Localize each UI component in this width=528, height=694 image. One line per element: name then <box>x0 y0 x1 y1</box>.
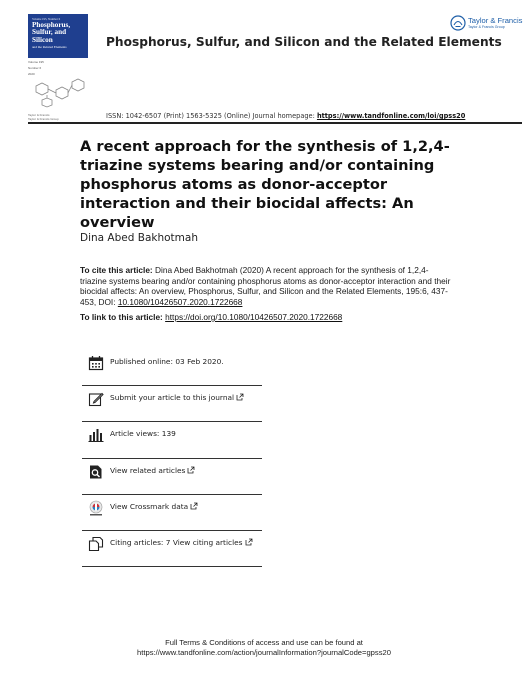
metric-published-online <box>82 350 262 386</box>
citation-text: Dina Abed Bakhotmah (2020) A recent approach for the synthesis of 1,2,4-triazine systems bearing and/or containing phosphorus atoms as donor-acceptor interaction and their biocidal affects: An overview, Phosphorus, Sulfur, and Silicon and the Related Elements, 195:6, 437-453, DOI: <box>80 265 451 307</box>
cover-title-line-1: Phosphorus, <box>32 21 71 29</box>
publisher-name: Taylor & Francis <box>468 16 523 25</box>
header-small-publisher-text <box>28 114 59 121</box>
issn-text: ISSN: 1042-6507 (Print) 1563-5325 (Online) Journal homepage: <box>106 112 317 120</box>
citation-doi-link[interactable]: 10.1080/10426507.2020.1722668 <box>117 296 243 307</box>
cover-volume-text: Volume 195, Number 6 <box>32 17 61 21</box>
journal-homepage-link[interactable]: https://www.tandfonline.com/loi/gpss20 <box>316 112 466 120</box>
metric-crossmark[interactable] <box>82 495 262 531</box>
issn-line <box>106 112 465 120</box>
citing-articles-link[interactable] <box>110 538 253 547</box>
metric-related-articles[interactable] <box>82 459 262 495</box>
cover-meta-3: 2020 <box>28 72 35 76</box>
cover-meta-2: Number 6 <box>28 66 42 70</box>
article-metrics-list <box>82 350 262 567</box>
citing-icon <box>88 536 104 552</box>
related-articles-text: View related articles <box>110 465 186 475</box>
external-link-icon <box>190 502 198 510</box>
edit-icon <box>88 391 104 407</box>
small-publisher-line-1: Taylor & Francis <box>28 113 50 117</box>
molecule-drawing-icon <box>28 76 88 110</box>
citing-articles-text: Citing articles: 7 View citing articles <box>110 537 243 547</box>
bar-chart-icon <box>88 427 104 443</box>
crossmark-text: View Crossmark data <box>110 501 189 511</box>
cover-molecule-illustration <box>28 58 88 114</box>
article-views-text: Article views: 139 <box>110 429 176 439</box>
metric-article-views <box>82 422 262 458</box>
cover-title-line-3: Silicon <box>32 35 53 44</box>
article-author: Dina Abed Bakhotmah <box>80 232 198 244</box>
related-articles-link[interactable] <box>110 466 195 475</box>
link-label: To link to this article: <box>80 312 166 322</box>
metric-citing-articles[interactable] <box>82 531 262 567</box>
footer-terms-link[interactable]: https://www.tandfonline.com/action/journalInformation?journalCode=gpss20 <box>137 648 391 657</box>
cover-title-line-2: Sulfur, and <box>32 28 67 37</box>
journal-cover-image <box>28 14 88 58</box>
citation-block <box>80 265 452 307</box>
citation-label: To cite this article: <box>80 265 153 275</box>
cover-subtitle: and the Related Elements <box>32 45 67 50</box>
external-link-icon <box>245 538 253 546</box>
external-link-icon <box>236 393 244 401</box>
article-title: A recent approach for the synthesis of 1,2,4-triazine systems bearing and/or containing phosphorus atoms as donor-acceptor interaction and their biocidal affects: An overview <box>80 138 450 231</box>
calendar-icon <box>88 355 104 371</box>
publisher-tagline: Taylor & Francis Group <box>468 25 505 29</box>
external-link-icon <box>187 466 195 474</box>
crossmark-icon <box>88 500 104 516</box>
journal-title: Phosphorus, Sulfur, and Silicon and the Related Elements <box>106 35 502 49</box>
related-search-icon <box>88 464 104 480</box>
metric-submit-article[interactable] <box>82 386 262 422</box>
cover-meta-1: Volume 195 <box>28 60 44 64</box>
header-divider <box>28 122 522 124</box>
taylor-francis-logo[interactable] <box>450 15 523 33</box>
submit-article-link[interactable] <box>110 393 244 402</box>
small-publisher-line-2: Taylor & Francis Group <box>28 116 59 121</box>
publisher-logo-icon <box>450 15 466 31</box>
article-doi-link[interactable]: https://doi.org/10.1080/10426507.2020.1722668 <box>165 312 343 322</box>
submit-article-text: Submit your article to this journal <box>110 393 235 403</box>
footer-terms-text: Full Terms & Conditions of access and use can be found at <box>165 638 363 647</box>
crossmark-link[interactable] <box>110 502 198 511</box>
published-online-text: Published online: 03 Feb 2020. <box>110 357 224 366</box>
article-link-line <box>80 312 342 322</box>
page-footer <box>0 638 528 658</box>
